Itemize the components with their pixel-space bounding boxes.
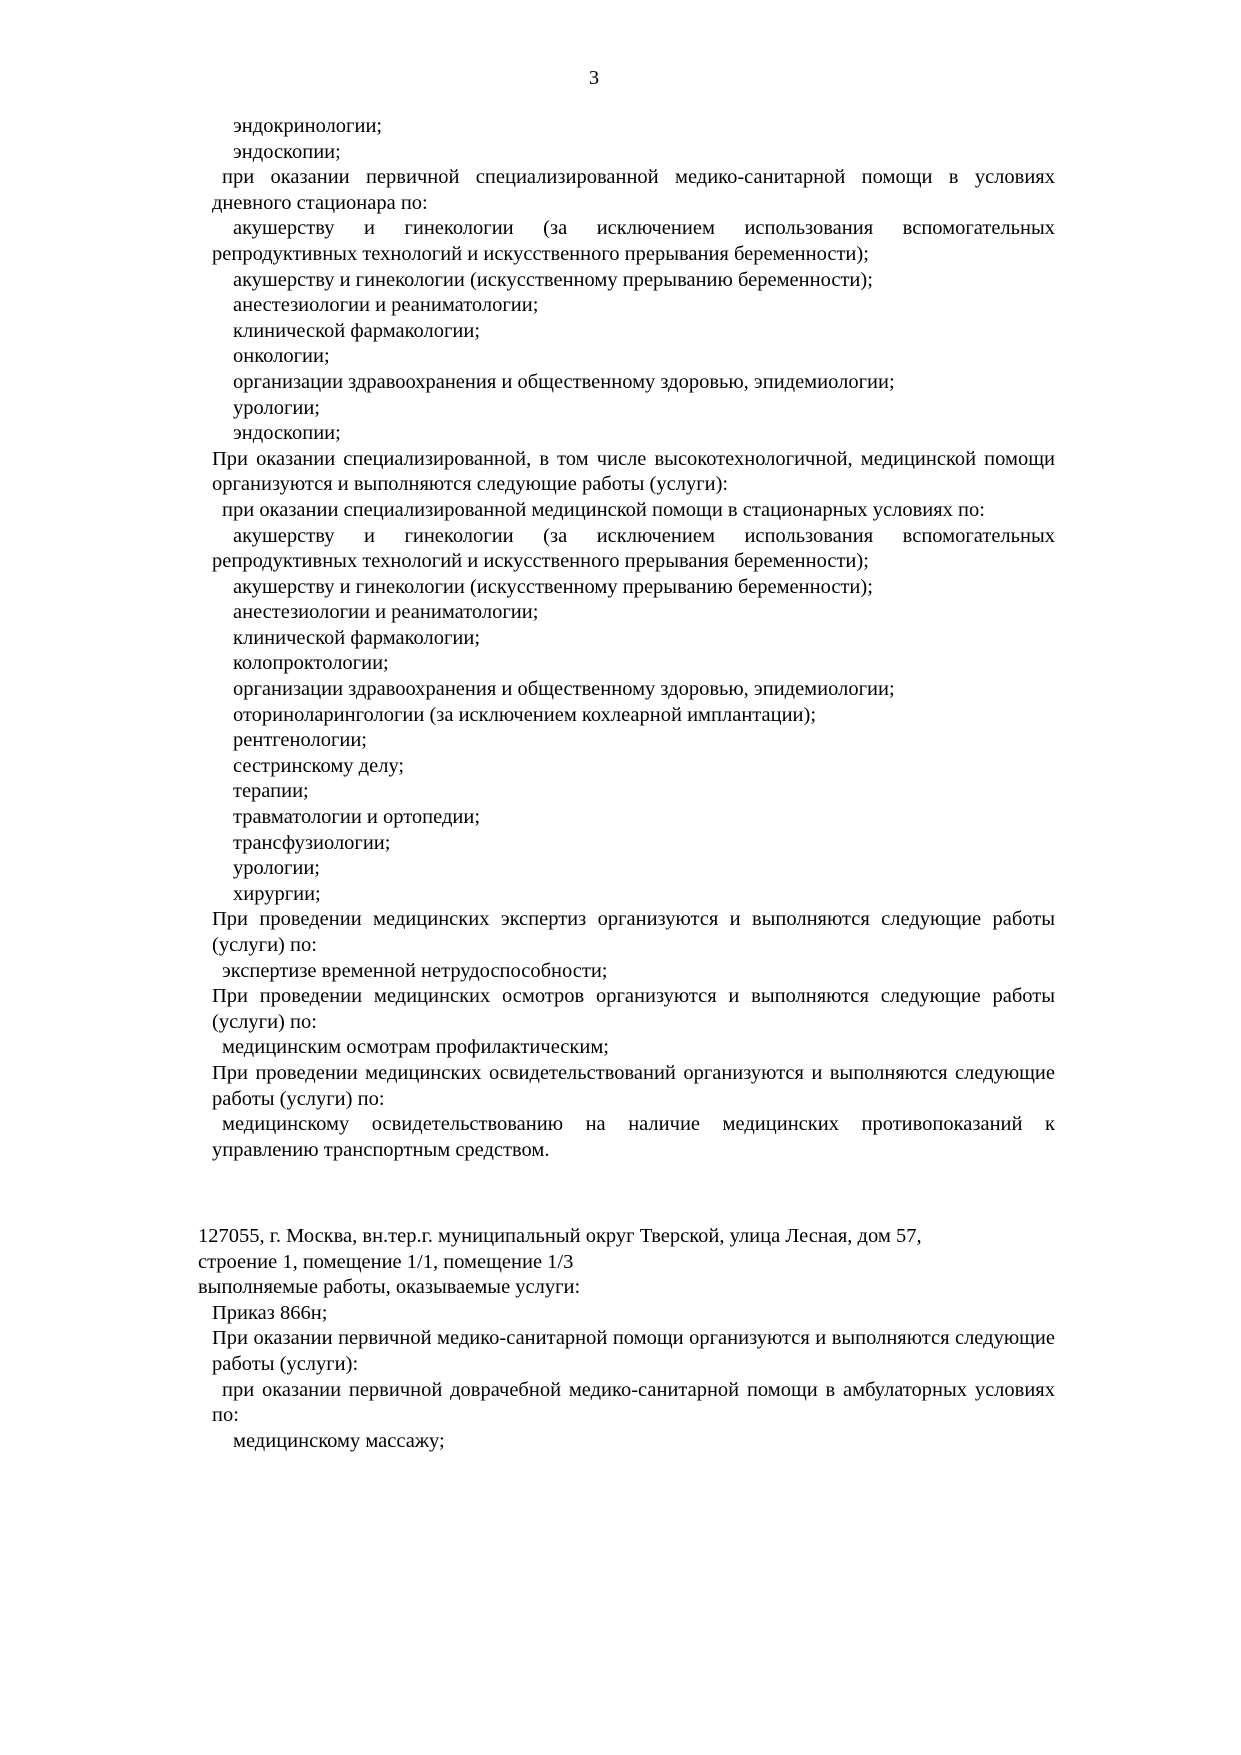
list-item: акушерству и гинекологии (искусственному прерыванию беременности);	[233, 268, 873, 291]
list-item: урологии;	[233, 857, 321, 880]
list-item: акушерству и гинекологии (искусственному прерыванию беременности);	[233, 575, 873, 598]
list-item: онкологии;	[233, 345, 330, 368]
list-item: травматологии и ортопедии;	[233, 806, 481, 829]
list-item: анестезиологии и реаниматологии;	[233, 294, 539, 317]
paragraph: При оказании первичной медико-санитарной помощи организуются и выполняются следующие работы (услуги):	[212, 1327, 1055, 1375]
paragraph: при оказании специализированной медицинской помощи в стационарных условиях по:	[222, 498, 985, 521]
paragraph: При проведении медицинских освидетельствований организуются и выполняются следующие работы (услуги) по:	[212, 1061, 1055, 1110]
list-item: эндоскопии;	[233, 422, 341, 445]
list-item: хирургии;	[233, 882, 321, 905]
page-number: 3	[588, 67, 600, 89]
list-item: оториноларингологии (за исключением кохлеарной имплантации);	[233, 703, 817, 726]
list-item: анестезиологии и реаниматологии;	[233, 601, 539, 624]
list-item: организации здравоохранения и общественному здоровью, эпидемиологии;	[233, 370, 895, 393]
paragraph: При проведении медицинских осмотров организуются и выполняются следующие работы (услуги) по:	[212, 985, 1055, 1033]
list-item: эндокринологии;	[233, 115, 383, 137]
list-item: рентгенологии;	[233, 729, 367, 752]
address-works-list	[212, 1301, 1055, 1455]
list-item: клинической фармакологии;	[233, 319, 481, 342]
paragraph: При проведении медицинских экспертиз организуются и выполняются следующие работы (услуги) по:	[212, 908, 1055, 956]
paragraph: медицинскому освидетельствованию на наличие медицинских противопоказаний к управлению транспортным средством.	[212, 1113, 1055, 1161]
document-body	[212, 114, 1055, 1163]
list-item: трансфузиологии;	[233, 831, 391, 854]
list-item: сестринскому делу;	[233, 754, 405, 777]
paragraph: медицинским осмотрам профилактическим;	[222, 1036, 609, 1059]
list-item: акушерству и гинекологии (за исключением использования вспомогательных репродуктивных технологий и искусственного прерывания беременности);	[212, 524, 1055, 573]
paragraph: экспертизе временной нетрудоспособности;	[222, 959, 608, 982]
works-label: выполняемые работы, оказываемые услуги:	[198, 1276, 581, 1299]
list-item: терапии;	[233, 780, 309, 803]
paragraph: Приказ 866н;	[212, 1301, 328, 1324]
paragraph: при оказании первичной специализированной медико-санитарной помощи в условиях дневного стационара по:	[212, 166, 1055, 214]
address-section	[198, 1224, 1058, 1454]
list-item: эндоскопии;	[233, 140, 341, 163]
list-item: клинической фармакологии;	[233, 626, 481, 649]
list-item: медицинскому массажу;	[233, 1429, 445, 1452]
list-item: урологии;	[233, 396, 321, 419]
address-line: строение 1, помещение 1/1, помещение 1/3	[198, 1250, 574, 1273]
paragraph: при оказании первичной доврачебной медико-санитарной помощи в амбулаторных условиях по:	[212, 1378, 1055, 1427]
address-line: 127055, г. Москва, вн.тер.г. муниципальный округ Тверской, улица Лесная, дом 57,	[198, 1225, 922, 1247]
list-item: колопроктологии;	[233, 652, 389, 675]
list-item: организации здравоохранения и общественному здоровью, эпидемиологии;	[233, 678, 895, 701]
list-item: акушерству и гинекологии (за исключением использования вспомогательных репродуктивных технологий и искусственного прерывания беременности);	[212, 217, 1055, 265]
paragraph: При оказании специализированной, в том числе высокотехнологичной, медицинской помощи организуются и выполняются следующие работы (услуги):	[212, 447, 1055, 496]
